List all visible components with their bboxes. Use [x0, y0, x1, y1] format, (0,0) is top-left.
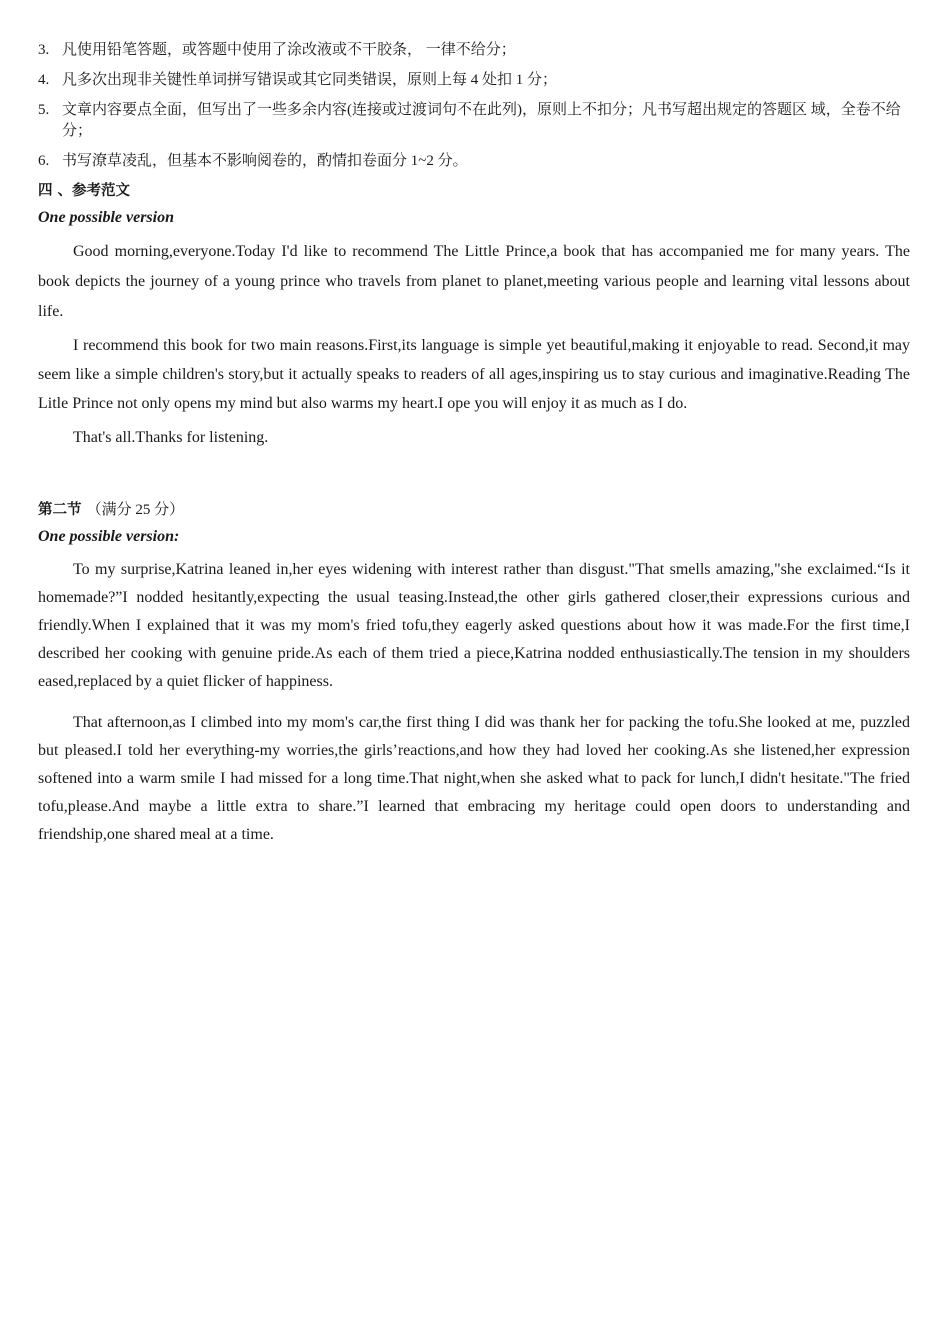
rule-number: 6.: [38, 153, 50, 169]
section4-heading: 四 、参考范文: [38, 183, 131, 199]
rule-number: 5.: [38, 102, 50, 118]
scoring-rule-3: [38, 40, 910, 61]
document-page: [38, 40, 910, 849]
section2-heading: [38, 500, 910, 520]
section2-paragraph-2: That afternoon,as I climbed into my mom's car,the first thing I did was thank her for packing the tofu.She looked at me, puzzled but pleased.I told her everything-my worries,the girls’reactions,and how they had loved her cooking.As she listened,her expression softened into a warm smile I had missed for a long time.That night,when she asked what to pack for lunch,I didn't hesitate."The fried tofu,please.And maybe a little extra to share.”I learned that embracing my heritage could open doors to understanding and friendship,one shared meal at a time.: [38, 714, 910, 843]
section2-paragraph-1: To my surprise,Katrina leaned in,her eyes widening with interest rather than disgust."That smells amazing,"she exclaimed.“Is it homemade?”I nodded hesitantly,expecting the usual teasing.Instead,the other girls gathered closer,their expressions curious and friendly.When I explained that it was my mom's fried tofu,they eagerly asked questions about how it was made.For the first time,I described her cooking with genuine pride.As each of them tried a piece,Katrina nodded enthusiastically.The tension in my shoulders eased,replaced by a quiet flicker of happiness.: [38, 561, 910, 690]
section-spacer: [38, 452, 910, 500]
rule-number: 3.: [38, 42, 50, 58]
section2-heading-title: 第二节: [38, 502, 82, 518]
section4-paragraph-3: That's all.Thanks for listening.: [73, 429, 269, 446]
section2-heading-note: （满分 25 分）: [86, 502, 185, 518]
section4-paragraph-1: Good morning,everyone.Today I'd like to recommend The Little Prince,a book that has accompanied me for many years. The book depicts the journey of a young prince who travels from planet to planet,meeting various people and learning vital lessons about life.: [38, 243, 910, 320]
rule-text: 凡使用铅笔答题，或答题中使用了涂改液或不干胶条， 一律不给分；: [62, 42, 516, 58]
section4-paragraph-2: I recommend this book for two main reasons.First,its language is simple yet beautiful,making it enjoyable to read. Second,it may seem like a simple children's story,but it actually speaks to readers of all ages,inspiring us to stay curious and imaginative.Reading The Litle Prince not only opens my mind but also warms my heart.I ope you will enjoy it as much as I do.: [38, 337, 910, 412]
rule-text: 书写潦草凌乱，但基本不影响阅卷的，酌情扣卷面分 1~2 分。: [62, 153, 468, 169]
rule-number: 4.: [38, 72, 50, 88]
scoring-rule-4: [38, 70, 910, 91]
scoring-rule-5: [38, 100, 910, 142]
section2-version-label: One possible version:: [38, 528, 180, 545]
scoring-rule-6: [38, 151, 910, 172]
section4-version-label: One possible version: [38, 209, 174, 226]
rule-text: 文章内容要点全面，但写出了一些多余内容(连接或过渡词句不在此列)，原则上不扣分；凡书写超出规定的答题区 域，全卷不给分；: [62, 102, 901, 139]
rule-text: 凡多次出现非关键性单词拼写错误或其它同类错误，原则上每 4 处扣 1 分；: [62, 72, 558, 88]
